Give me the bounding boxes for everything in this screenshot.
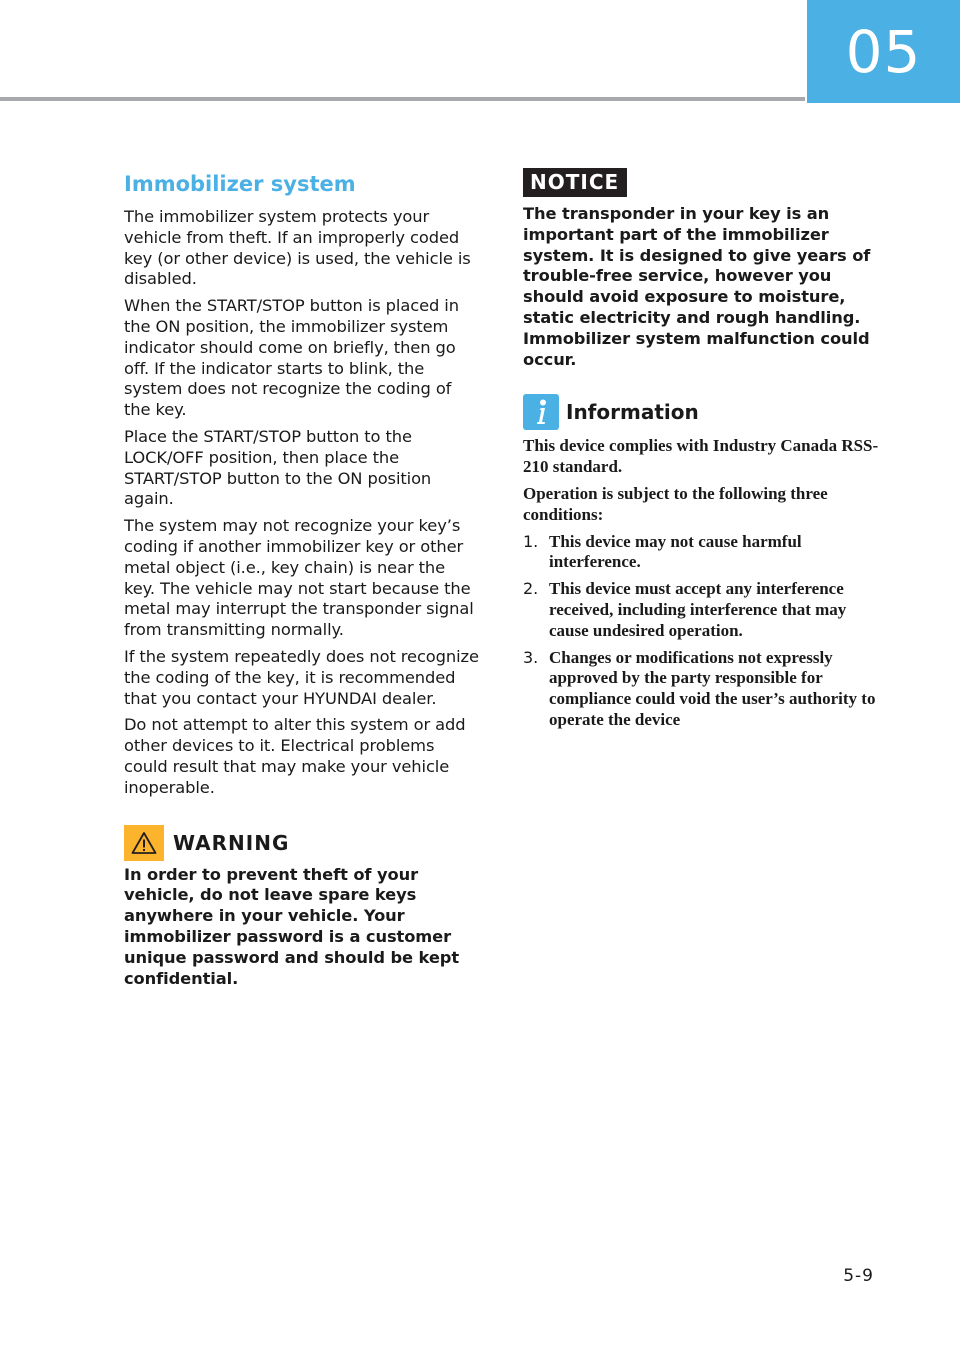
right-column [523,168,885,737]
info-paragraph: This device complies with Industry Canada RSS-210 standard. [523,436,879,477]
warning-triangle-icon [124,825,164,861]
list-item [523,532,885,574]
notice-text: The transponder in your key is an important part of the immobilizer system. It is designed to give years of trouble-free service, however you should avoid exposure to moisture, static electricity and rough handling. Immobilizer system malfunction could occur. [523,204,871,369]
list-number: 2. [523,579,539,599]
page-number: 5-9 [843,1266,874,1286]
body-paragraph: Do not attempt to alter this system or add other devices to it. Electrical problems could result that may make your vehicle inoperable. [124,715,466,797]
body-paragraph: When the START/STOP button is placed in the ON position, the immobilizer system indicator should come on briefly, then go off. If the indicator starts to blink, the system does not recognize the coding of the key. [124,296,459,420]
chapter-number: 05 [845,17,922,86]
list-item [523,648,885,731]
body-paragraph: The immobilizer system protects your vehicle from theft. If an improperly coded key (or other device) is used, the vehicle is disabled. [124,207,471,289]
left-column [124,168,480,989]
warning-header [124,825,480,861]
chapter-tab [807,0,960,103]
notice-label: NOTICE [523,168,627,197]
list-text: This device must accept any interference received, including interference that may cause undesired operation. [549,579,847,640]
info-icon [523,394,559,430]
warning-label: WARNING [173,830,290,855]
list-number: 1. [523,531,539,551]
body-paragraph: If the system repeatedly does not recognize the coding of the key, it is recommended that you contact your HYUNDAI dealer. [124,646,479,708]
list-text: This device may not cause harmful interference. [549,531,802,572]
information-header [523,394,885,430]
info-paragraph: Operation is subject to the following three conditions: [523,483,828,524]
section-title: Immobilizer system [124,172,356,196]
body-paragraph: Place the START/STOP button to the LOCK/OFF position, then place the START/STOP button to the ON position again. [124,426,432,509]
information-label: Information [566,400,699,425]
header-rule [0,97,805,101]
conditions-list [523,532,885,731]
list-number: 3. [523,647,539,667]
warning-text: In order to prevent theft of your vehicle, do not leave spare keys anywhere in your vehicle. Your immobilizer password is a customer unique password and should be kept confidential. [124,864,460,988]
list-item [523,579,885,641]
body-paragraph: The system may not recognize your key’s coding if another immobilizer key or other metal object (i.e., key chain) is near the key. The vehicle may not start because the metal may interrupt the transponder signal from transmitting normally. [124,516,474,640]
list-text: Changes or modifications not expressly approved by the party responsible for compliance could void the user’s authority to operate the device [549,647,876,729]
